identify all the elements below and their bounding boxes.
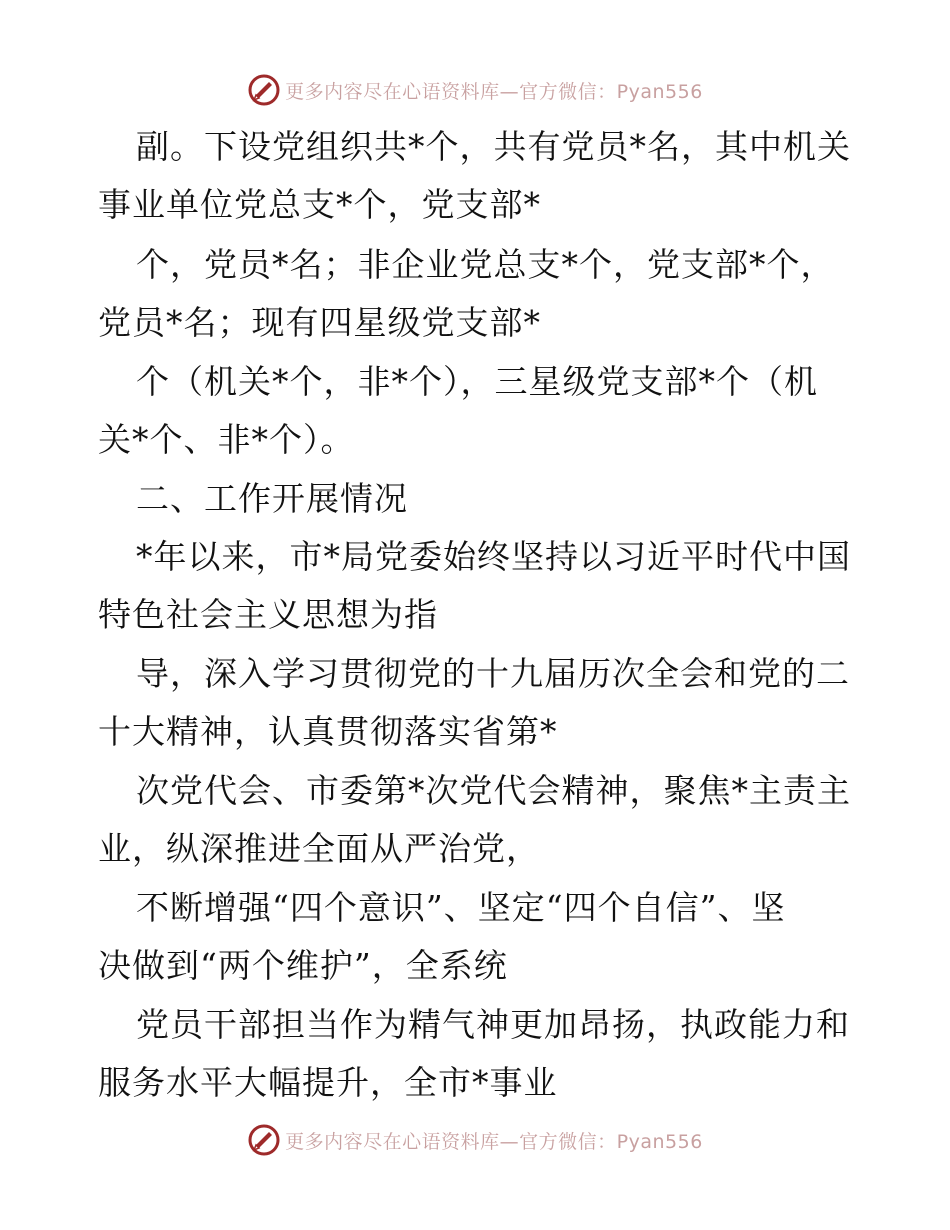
body-line: 个，党员*名；非企业党总支*个，党支部*个，	[136, 245, 835, 284]
body-line: 特色社会主义思想为指	[98, 595, 438, 634]
watermark-text: 更多内容尽在心语资料库—官方微信：Pyan556	[285, 80, 703, 103]
body-line: 党员干部担当作为精气神更加昂扬，执政能力和	[136, 1005, 850, 1044]
body-line: 关*个、非*个）。	[98, 420, 355, 459]
body-line: 事业单位党总支*个，党支部*	[98, 185, 541, 224]
body-line: 决做到“两个维护”，全系统	[98, 946, 508, 985]
footer-watermark	[0, 1120, 950, 1160]
body-line: 导，深入学习贯彻党的十九届历次全会和党的二	[136, 654, 850, 693]
brand-logo-icon	[247, 1123, 281, 1157]
body-line: 党员*名；现有四星级党支部*	[98, 303, 541, 342]
brand-logo-icon	[247, 73, 281, 107]
body-line: 次党代会、市委第*次党代会精神，聚焦*主责主	[136, 771, 851, 810]
body-line: 个（机关*个，非*个），三星级党支部*个（机	[136, 362, 818, 401]
body-line: 十大精神，认真贯彻落实省第*	[98, 712, 558, 751]
watermark-text: 更多内容尽在心语资料库—官方微信：Pyan556	[285, 1130, 703, 1153]
header-watermark	[0, 70, 950, 110]
body-line: *年以来，市*局党委始终坚持以习近平时代中国	[136, 537, 851, 576]
body-line: 副。下设党组织共*个，共有党员*名，其中机关	[136, 127, 851, 166]
body-line: 不断增强“四个意识”、坚定“四个自信”、坚	[136, 888, 786, 927]
section-heading: 二、工作开展情况	[136, 479, 408, 518]
body-line: 业，纵深推进全面从严治党，	[98, 829, 540, 868]
body-line: 服务水平大幅提升，全市*事业	[98, 1063, 558, 1102]
